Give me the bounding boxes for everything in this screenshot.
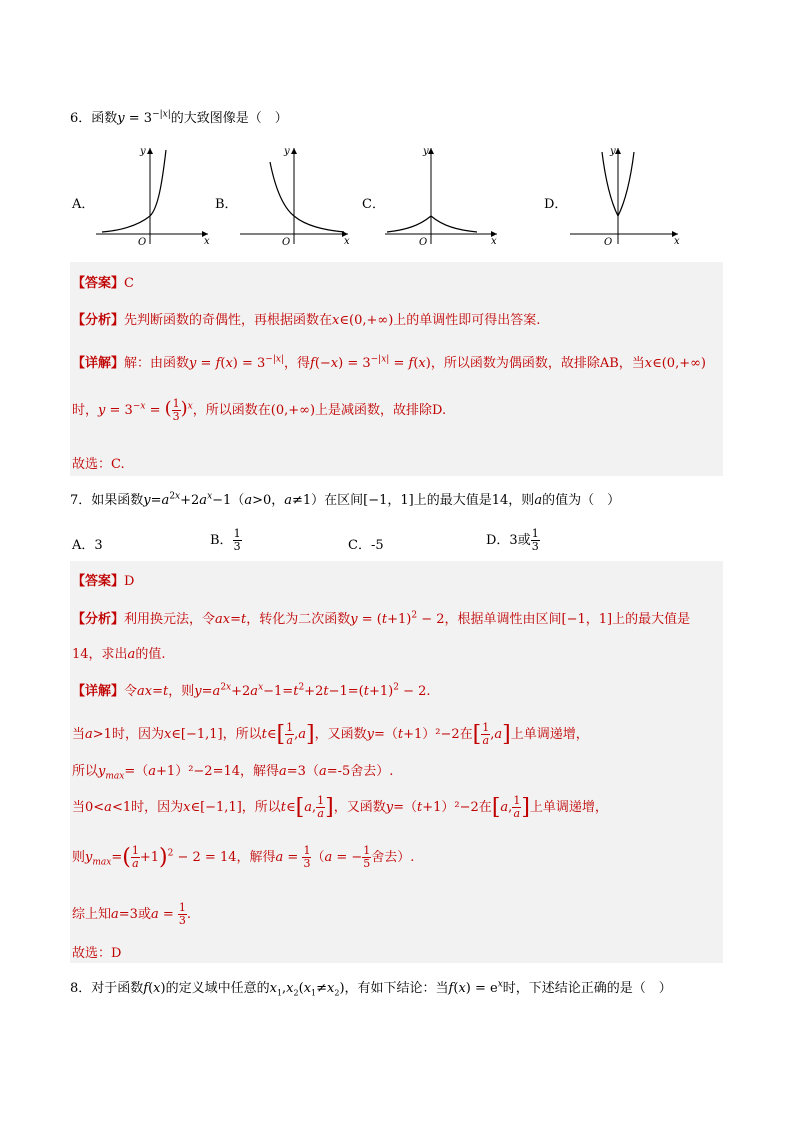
- svg-text:y: y: [423, 146, 429, 157]
- graph-b: [240, 144, 355, 248]
- q7-analysis-line2: 14，求出a的值.: [72, 647, 166, 662]
- q7-detail-line3: 所以$y_{max}=(a+1)^2-2=14$，解得a=3（a=-5舍去）.: [72, 764, 394, 782]
- q7-analysis-line1: 【分析】利用换元法，令ax=t，转化为二次函数$y = (t+1)^2 - 2$，根据单调性由区间[−1，1]上的最大值是: [72, 610, 691, 627]
- svg-text:x: x: [344, 236, 350, 247]
- axis-x-label: x: [204, 236, 210, 247]
- axis-y-label: y: [140, 146, 146, 157]
- graph-d: [570, 144, 685, 248]
- q7-option-c: C．-5: [348, 538, 384, 553]
- svg-text:x: x: [674, 236, 680, 247]
- q6-conclusion: 故选：C.: [72, 457, 125, 472]
- q6-option-d-label: D．: [544, 197, 568, 212]
- q7-detail-line4: 当0<a<1时，因为x∈[−1,1]，所以t∈[a, $\frac{1}{a}$ ]，又函数y=（t+1）²−2在[a, $\frac{1}{a}$ ]上单调递增，: [72, 794, 608, 820]
- svg-text:O: O: [282, 237, 291, 248]
- q7-answer: 【答案】D: [72, 574, 135, 589]
- q6-analysis: 【分析】先判断函数的奇偶性，再根据函数在x∈(0,+∞)上的单调性即可得出答案.: [72, 313, 541, 328]
- q6-stem: 6．函数$y = 3^{-|x|}$的大致图像是（ ）: [70, 109, 288, 126]
- q7-detail-line1: 【详解】令ax=t，则$y=a^{2x}+2a^x-1=t^2+2t-1=(t+1)^2 - 2$.: [72, 682, 431, 699]
- q7-option-a: A．3: [72, 538, 103, 553]
- q7-detail-line5: 则$y_{max}=$( $\frac{1}{a}$ +1)$^2$ − 2 = 14，解得a = $\frac{1}{3}$ （a = − $\frac{1}{5}$ 舍去）.: [72, 844, 415, 870]
- svg-text:x: x: [491, 236, 497, 247]
- q6-option-c-label: C．: [362, 197, 385, 212]
- graph-a: [96, 144, 216, 248]
- q7-stem: 7．如果函数$y=a^{2x}+2a^x-1(a>0$，a≠1）在区间[−1，1]上的最大值是14，则a的值为（ ）: [70, 491, 621, 508]
- svg-text:O: O: [604, 237, 613, 248]
- svg-text:y: y: [284, 146, 290, 157]
- q7-option-b: B． $\frac{1}{3}$: [210, 527, 241, 553]
- origin-label: O: [138, 237, 147, 248]
- q7-detail-line6: 综上知a=3或a = $\frac{1}{3}$ .: [72, 901, 192, 927]
- q6-detail-line2: 时，$y = 3^{-x}$ = ( $\frac{1}{3}$ )$^x$，所以函数在(0,+∞)上是减函数，故排除D.: [72, 397, 447, 423]
- q8-stem: 8．对于函数f(x)的定义域中任意的$x_1,x_2(x_1\ne x_2)$，有如下结论：当$f(x) = e^x$时，下述结论正确的是（ ）: [70, 979, 672, 998]
- svg-text:y: y: [610, 146, 616, 157]
- q7-option-d: D．3或 $\frac{1}{3}$: [486, 527, 539, 553]
- q7-conclusion: 故选：D: [72, 946, 122, 961]
- q6-answer: 【答案】C: [72, 276, 134, 291]
- graph-c: [385, 144, 505, 248]
- svg-text:O: O: [419, 237, 428, 248]
- q7-detail-line2: 当a>1时，因为x∈[−1,1]，所以t∈[ $\frac{1}{a}$ ,a]，又函数y=（t+1）²−2在[ $\frac{1}{a}$ ,a]上单调递增，: [72, 721, 589, 747]
- q6-detail-line1: 【详解】解：由函数$y = f(x) = 3^{-|x|}$，得$f(-x) = 3^{-|x|} = f(x)$，所以函数为偶函数，故排除AB，当x∈(0,+∞): [72, 354, 707, 371]
- q6-option-a-label: A．: [72, 197, 95, 212]
- q6-option-b-label: B．: [215, 197, 238, 212]
